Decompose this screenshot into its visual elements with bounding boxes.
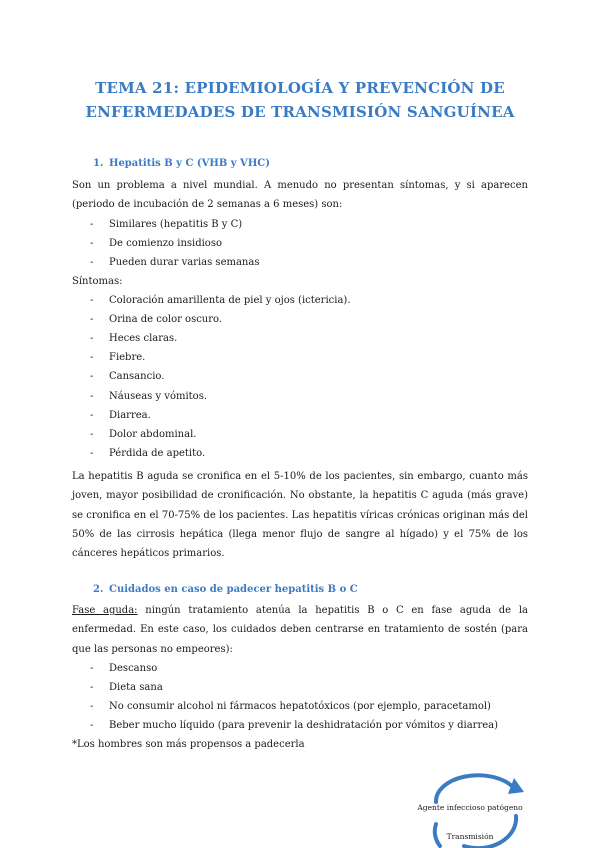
cycle-arrow-left-arc [435,824,440,846]
title-line-2: ENFERMEDADES DE TRANSMISIÓN SANGUÍNEA [85,103,515,121]
section-2-number: 2. [93,584,104,595]
section-1-intro: Son un problema a nivel mundial. A menudo no presentan síntomas, y si aparecen (periodo de incubación de 2 semanas a 6 meses) son: [72,180,528,211]
section-2-title: Cuidados en caso de padecer hepatitis B o C [109,584,358,595]
diagram-label-transmission: Transmisión [446,832,494,841]
section-1-number: 1. [93,158,104,169]
transmission-cycle-diagram [400,772,540,848]
title-line-1: TEMA 21: EPIDEMIOLOGÍA Y PREVENCIÓN DE [95,79,505,97]
section-1-paragraph: La hepatitis B aguda se cronifica en el 5-10% de los pacientes, sin embargo, cuanto más joven, mayor posibilidad de cronificación. No obstante, la hepatitis C aguda (más grave) se cronifica en el 70-75% de los pacientes. Las hepatitis víricas crónicas originan más del 50% de las cirrosis hepática (llega menor flujo de sangre al hígado) y el 75% de los cánceres hepáticos primarios. [72,471,528,560]
document-page: TEMA 21: EPIDEMIOLOGÍA Y PREVENCIÓN DE ENFERMEDADES DE TRANSMISIÓN SANGUÍNEA 1. Hepatitis B y C (VHB y VHC) Son un problema a nivel mundial. A menudo no presentan síntomas, y si aparecen (periodo de incubación de 2 semanas a 6 meses) son: - Similares (hepatitis B y C) - De comienzo insidioso - Pueden durar varias semanas Síntomas: - Coloración amarillenta de piel y ojos (ictericia). - Orina de color oscuro. - Heces claras. - Fiebre. - Cansancio. - Náuseas y vómitos. - Diarrea. - Dolor abdominal. - Pérdida de apetito. La hepatitis B aguda se cronifica en el 5-10% de los pacientes, sin embargo, cuanto más joven, mayor posibilidad de cronificación. No obstante, la hepatitis C aguda (más grave) se cronifica en el 70-75% de los pacientes. Las hepatitis víricas crónicas originan más del 50% de las cirrosis hepática (llega menor flujo de sangre al hígado) y el 75% de los cánceres hepáticos primarios. 2. Cuidados en caso de padecer hepatitis B o C Fase aguda: ningún tratamiento atenúa la hepatitis B o C en fase aguda de la enfermedad. En este caso, los cuidados deben centrarse en tratamiento de sostén (para que las personas no empeores): - Descanso - Dieta sana - No consumir alcohol ni fármacos hepatotóxicos (por ejemplo, paracetamol) - Beber mucho líquido (para prevenir la deshidratación por vómitos y diarrea) *Los hombres son más propensos a padecerla Agente infeccioso patógeno Transmisión [0,0,600,848]
page-title [40,76,560,124]
symptoms-label: Síntomas: [72,276,123,287]
section-1-title: Hepatitis B y C (VHB y VHC) [109,158,270,169]
phase-paragraph [72,601,528,659]
phase-label: Fase aguda: [72,605,138,616]
diagram-label-agent: Agente infeccioso patógeno [417,803,523,812]
phase-text: ningún tratamiento atenúa la hepatitis B o C en fase aguda de la enfermedad. En este caso, los cuidados deben centrarse en tratamiento de sostén (para que las personas no empeores): [72,605,528,655]
footnote: *Los hombres son más propensos a padecerla [72,739,305,750]
cycle-arrow-top-arc [436,775,512,802]
